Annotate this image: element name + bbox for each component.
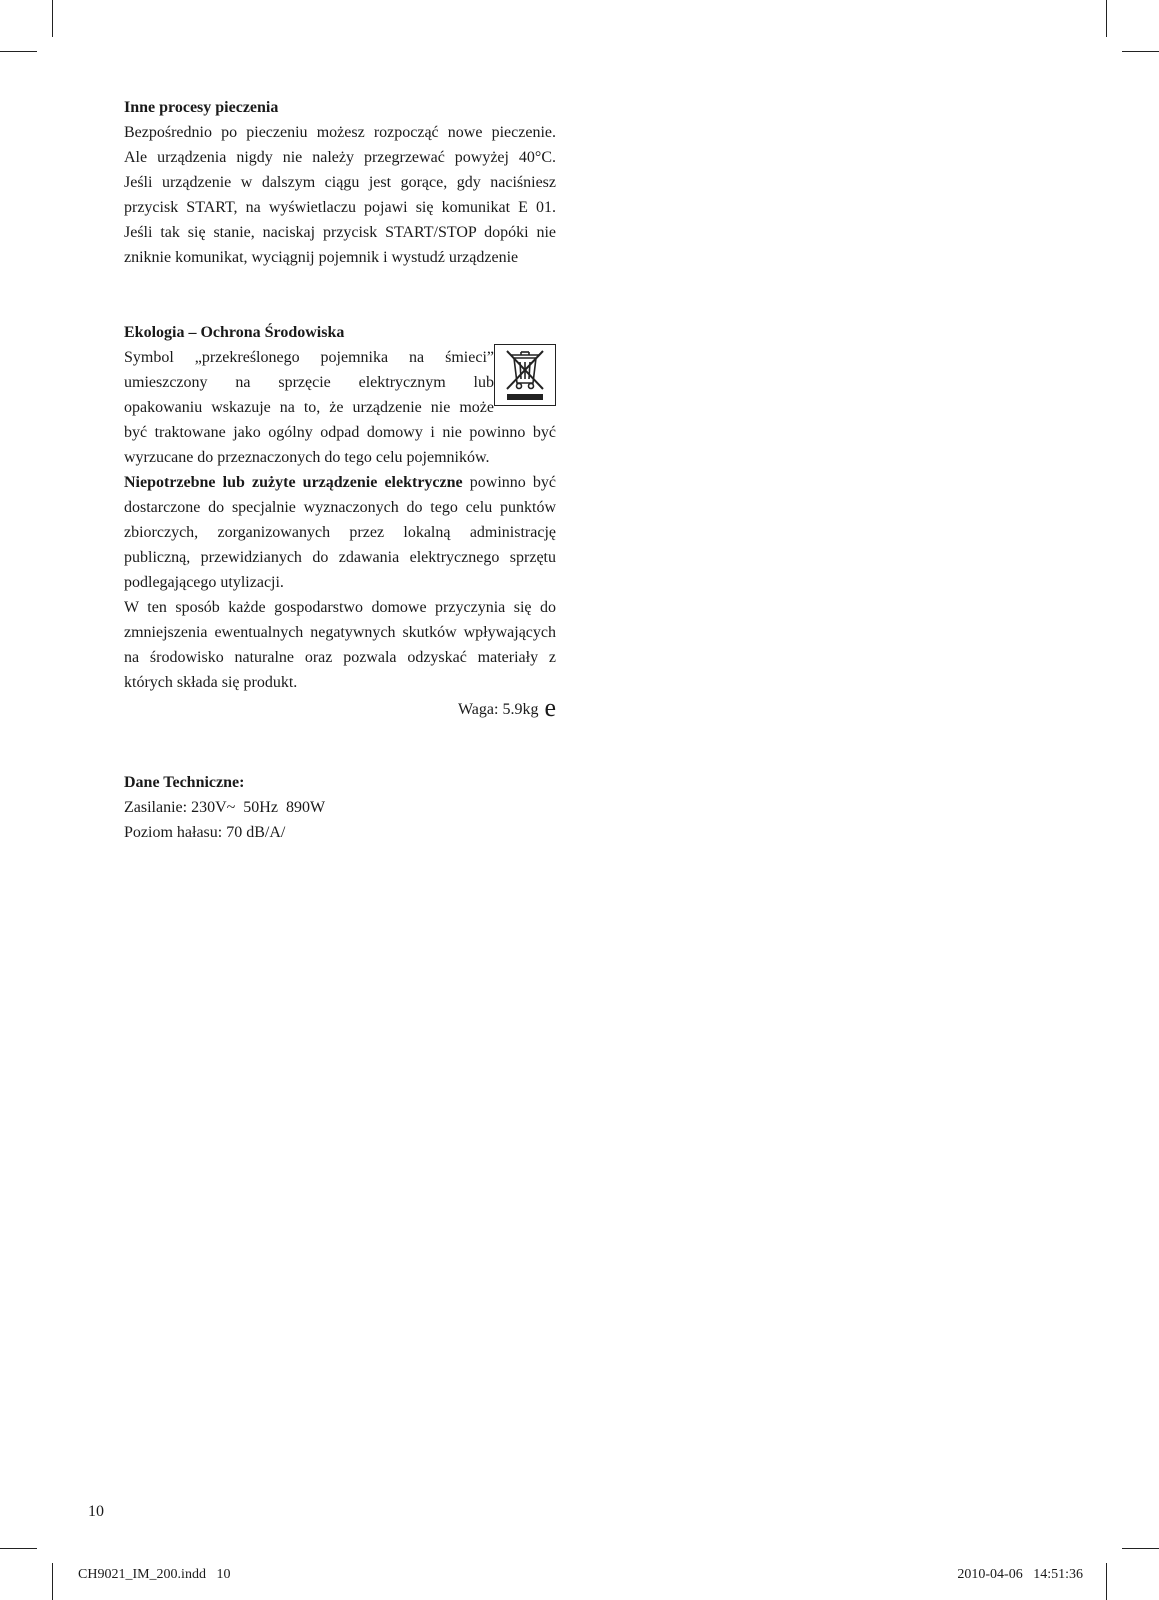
section-baking-line: Jeśli tak się stanie, naciskaj przycisk START/STOP dopóki nie (124, 224, 556, 241)
crop-mark-top-right-vertical (1106, 0, 1107, 37)
section-tech (124, 770, 556, 845)
ecology-paragraph-disposal (124, 470, 556, 595)
slug-file: CH9021_IM_200.indd 10 (78, 1567, 231, 1582)
section-baking-title: Inne procesy pieczenia (124, 99, 279, 116)
section-ecology (124, 320, 556, 722)
crop-mark-top-left-vertical (52, 0, 53, 37)
crop-mark-bottom-left-vertical (52, 1563, 53, 1600)
crop-mark-bottom-right-vertical (1106, 1563, 1107, 1600)
ecology-paragraph-household: W ten sposób każde gospodarstwo domowe przyczynia się do zmniejszenia ewentualnych negatywnych skutków wpływających na środowisko naturalne oraz pozwala odzyskać materiały z których składa się produkt. (124, 599, 556, 691)
crossed-out-wheelie-bin-icon (494, 344, 556, 406)
estimated-sign-icon: e (544, 693, 556, 722)
ecology-symbol-rest: być traktowane jako ogólny odpad domowy i nie powinno być wyrzucane do przeznaczonych do tego celu pojemników. (124, 424, 556, 466)
crop-mark-top-left-horizontal (0, 51, 37, 52)
slug-timestamp: 2010-04-06 14:51:36 (957, 1567, 1083, 1582)
ecology-symbol-line: Symbol „przekreślonego pojemnika na śmieci” (124, 349, 494, 366)
section-baking-line: Bezpośrednio po pieczeniu możesz rozpocząć nowe pieczenie. (124, 124, 556, 141)
section-baking-line: Ale urządzenia nigdy nie należy przegrzewać powyżej 40°C. (124, 149, 556, 166)
tech-noise: Poziom hałasu: 70 dB/A/ (124, 824, 286, 841)
section-tech-title: Dane Techniczne: (124, 774, 245, 791)
product-weight (124, 695, 556, 722)
crop-mark-bottom-left-horizontal (0, 1548, 37, 1549)
section-ecology-title: Ekologia – Ochrona Środowiska (124, 324, 345, 341)
section-baking (124, 95, 556, 270)
ecology-disposal-bold: Niepotrzebne lub zużyte urządzenie elektryczne (124, 474, 463, 491)
section-baking-line: przycisk START, na wyświetlaczu pojawi się komunikat E 01. (124, 199, 556, 216)
crop-mark-bottom-right-horizontal (1122, 1548, 1159, 1549)
ecology-symbol-line: umieszczony na sprzęcie elektrycznym lub (124, 374, 494, 391)
ecology-symbol-line: opakowaniu wskazuje na to, że urządzenie nie może (124, 399, 494, 416)
section-baking-line: Jeśli urządzenie w dalszym ciągu jest gorące, gdy naciśniesz (124, 174, 556, 191)
section-baking-line: zniknie komunikat, wyciągnij pojemnik i wystudź urządzenie (124, 249, 519, 266)
crop-mark-top-right-horizontal (1122, 51, 1159, 52)
ecology-disposal-rest: powinno być dostarczone do specjalnie wyznaczonych do tego celu punktów zbiorczych, zorganizowanych przez lokalną administrację publiczną, przewidzianych do zdawania elektrycznego sprzętu podlegającego utylizacji. (124, 474, 556, 591)
product-weight-text: Waga: 5.9kg (457, 701, 539, 718)
page-number: 10 (88, 1503, 104, 1520)
tech-power: Zasilanie: 230V~ 50Hz 890W (124, 799, 326, 816)
